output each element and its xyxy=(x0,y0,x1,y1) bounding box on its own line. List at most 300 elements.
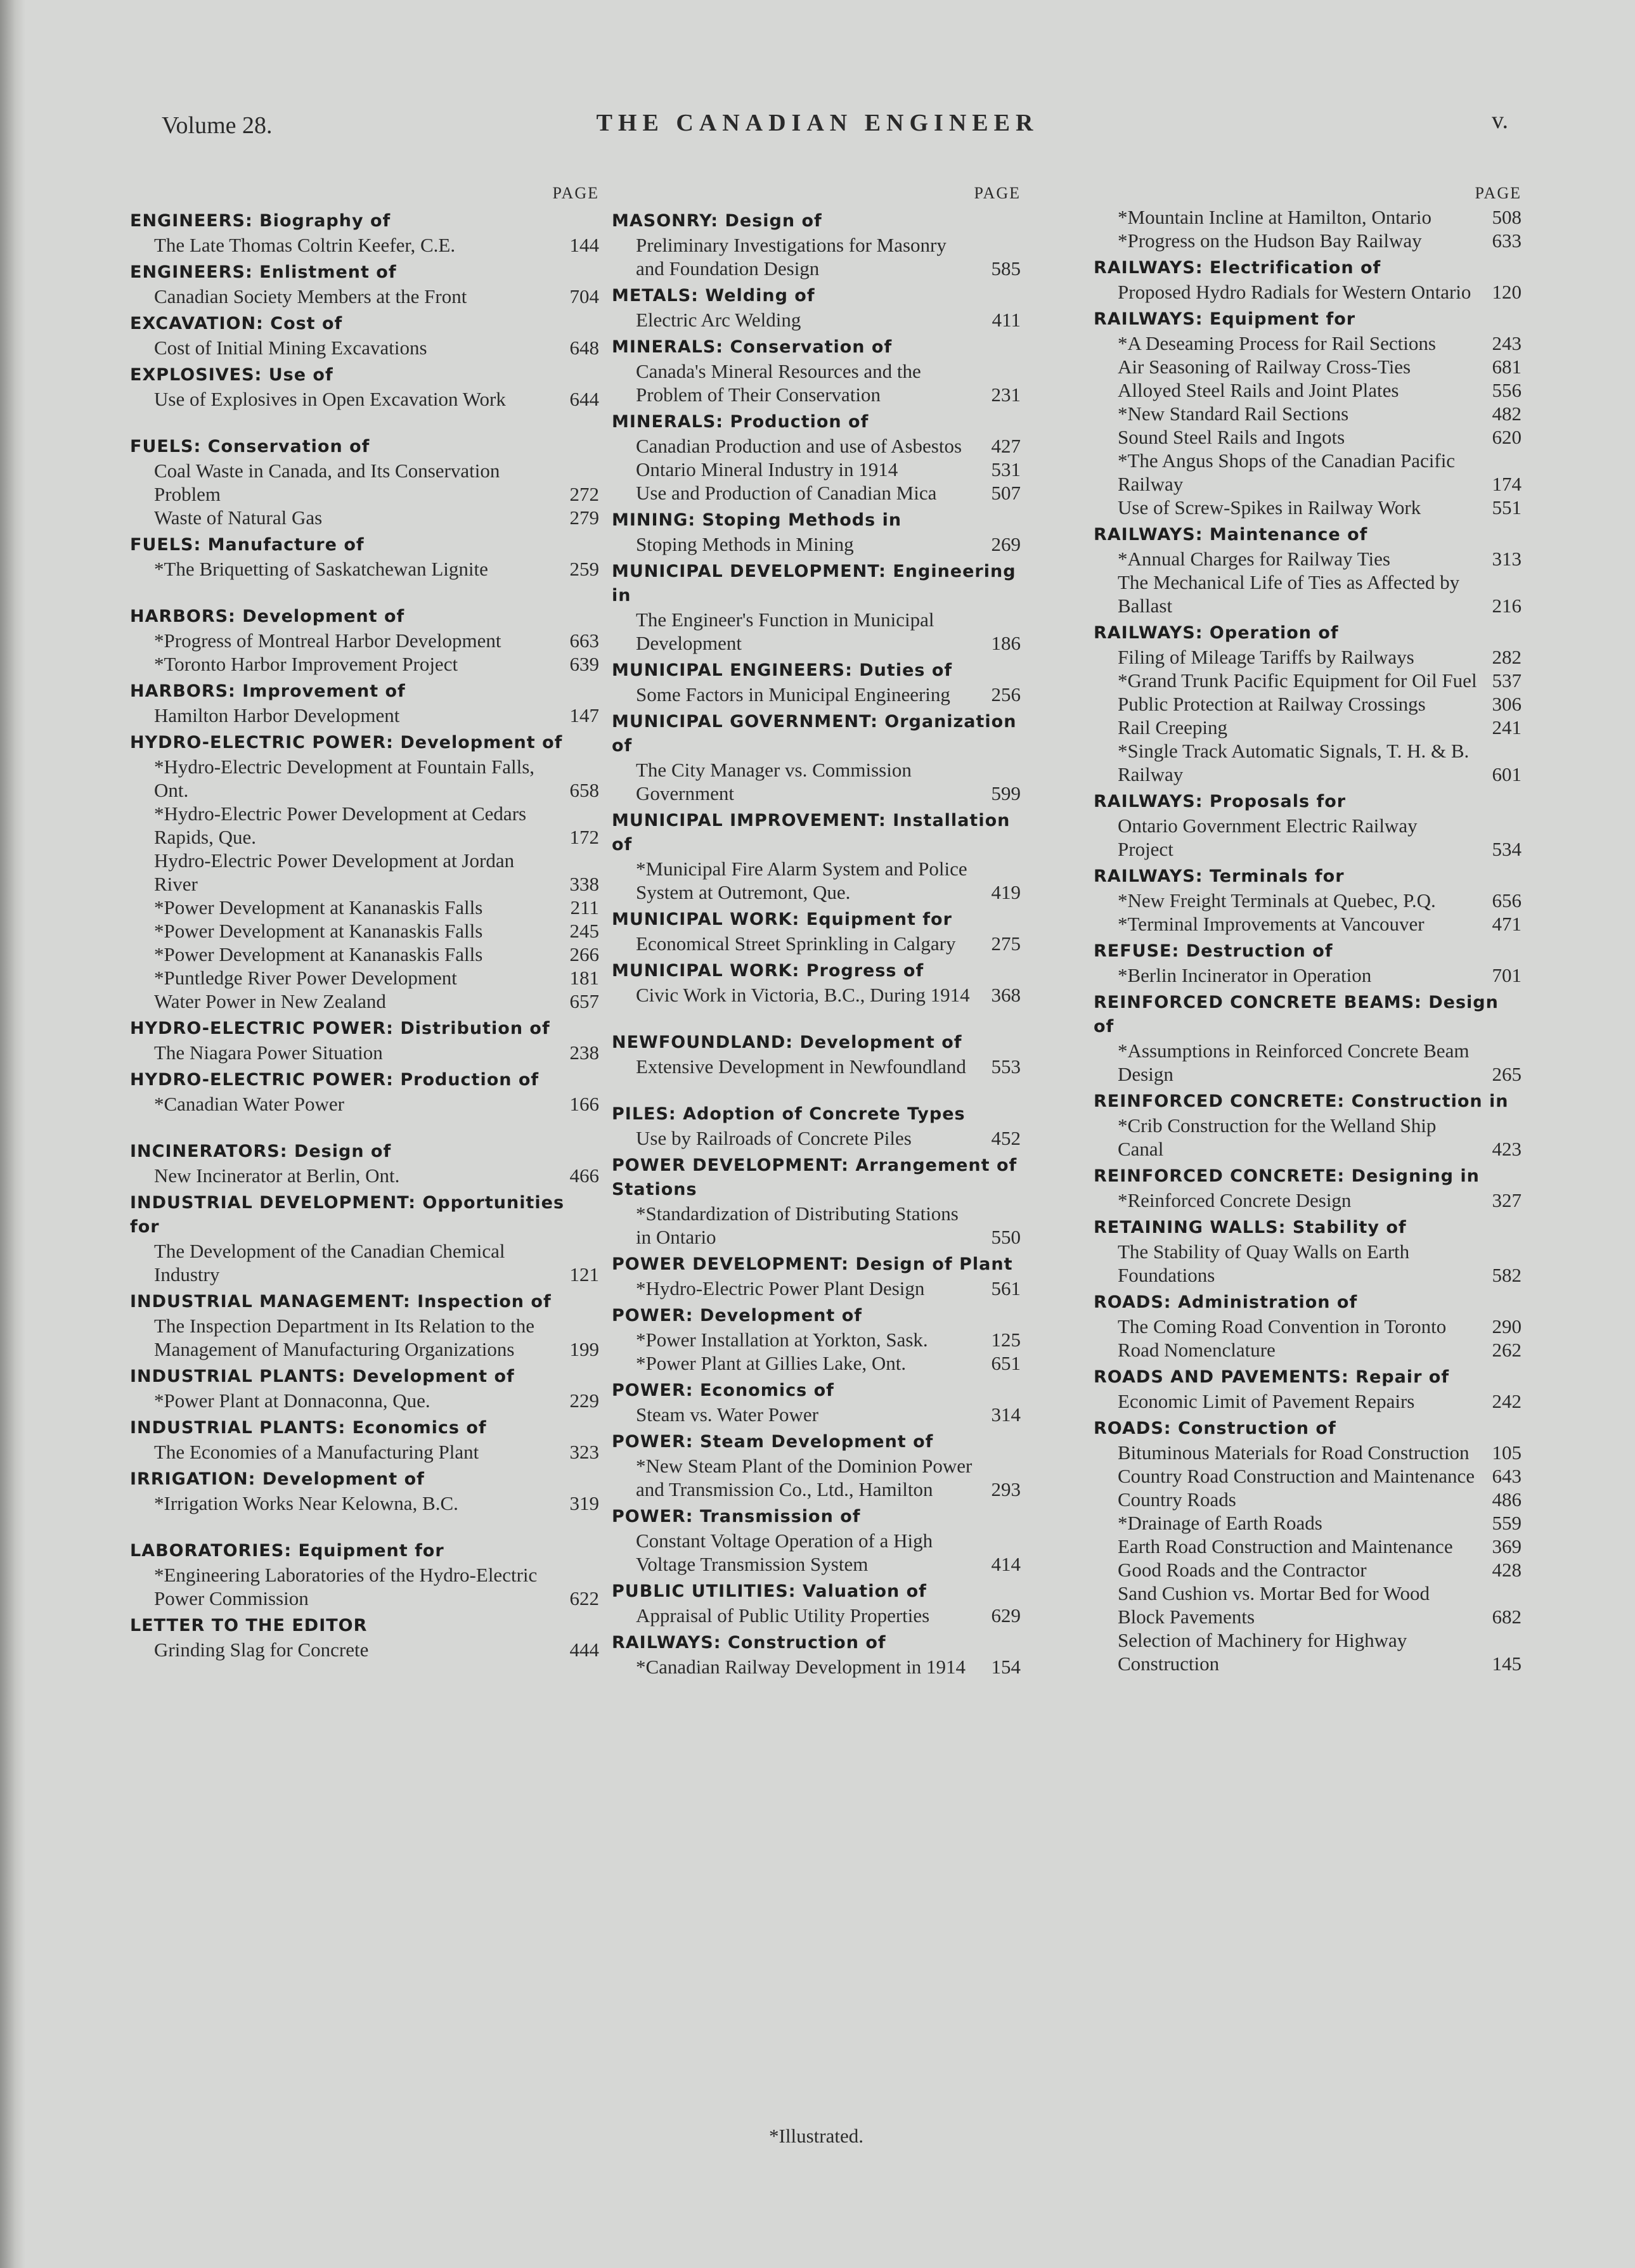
index-entry xyxy=(1094,425,1522,449)
entry-title: *Reinforced Concrete Design xyxy=(1118,1189,1352,1211)
entry-page-number: 306 xyxy=(1492,693,1522,715)
entry-page-number: 701 xyxy=(1492,964,1522,986)
entry-page-number: 508 xyxy=(1492,206,1522,228)
index-entry xyxy=(612,434,1021,458)
index-entry xyxy=(1094,692,1522,716)
entry-page-number: 241 xyxy=(1492,716,1522,738)
entry-title: Bituminous Materials for Road Construction xyxy=(1118,1441,1470,1464)
entry-page-number: 629 xyxy=(991,1604,1021,1627)
entry-title: *The Briquetting of Saskatchewan Lignite xyxy=(154,558,488,580)
index-entry xyxy=(612,1655,1021,1678)
entry-page-number: 368 xyxy=(991,984,1021,1006)
entry-title: Canadian Society Members at the Front xyxy=(154,285,467,307)
entry-page-number: 186 xyxy=(991,632,1021,654)
entry-title: The Coming Road Convention in Toronto xyxy=(1118,1315,1447,1337)
index-entry xyxy=(1094,496,1522,519)
page-header xyxy=(0,106,1635,145)
entry-title: *Grand Trunk Pacific Equipment for Oil Fuel xyxy=(1118,669,1477,692)
entry-title: The Engineer's Function in Municipal Development xyxy=(636,609,934,654)
index-entry xyxy=(612,1604,1021,1627)
index-entry xyxy=(612,983,1021,1007)
entry-title: *Single Track Automatic Signals, T. H. & B. Railway xyxy=(1118,740,1470,785)
index-entry xyxy=(1094,814,1522,861)
index-heading: PUBLIC UTILITIES: Valuation of xyxy=(612,1582,927,1601)
entry-page-number: 682 xyxy=(1492,1606,1522,1628)
index-column-1 xyxy=(130,184,599,1661)
entry-page-number: 144 xyxy=(569,234,599,256)
entry-page-number: 262 xyxy=(1492,1339,1522,1361)
index-heading: REFUSE: Destruction of xyxy=(1094,941,1333,961)
entry-page-number: 338 xyxy=(569,873,599,895)
entry-page-number: 265 xyxy=(1492,1063,1522,1085)
index-entry xyxy=(1094,280,1522,304)
entry-title: *Hydro-Electric Power Development at Cedars Rapids, Que. xyxy=(154,802,527,848)
index-entry xyxy=(612,932,1021,955)
entry-title: *Standardization of Distributing Stations in Ontario xyxy=(636,1202,959,1248)
index-entry xyxy=(130,387,599,411)
entry-page-number: 172 xyxy=(569,826,599,848)
entry-title: Use of Screw-Spikes in Railway Work xyxy=(1118,496,1421,519)
entry-title: Country Roads xyxy=(1118,1488,1236,1511)
entry-title: Economical Street Sprinkling in Calgary xyxy=(636,932,956,955)
entry-page-number: 259 xyxy=(569,558,599,580)
index-heading: RAILWAYS: Proposals for xyxy=(1094,792,1347,811)
entry-page-number: 550 xyxy=(991,1226,1021,1248)
entry-title: *Power Plant at Gillies Lake, Ont. xyxy=(636,1352,907,1374)
index-column-3 xyxy=(1094,184,1522,1675)
index-heading: ENGINEERS: Biography of xyxy=(130,211,391,231)
entry-title: *Irrigation Works Near Kelowna, B.C. xyxy=(154,1492,458,1514)
entry-page-number: 639 xyxy=(569,653,599,675)
index-entry xyxy=(1094,716,1522,739)
index-heading: MUNICIPAL DEVELOPMENT: Engineering in xyxy=(612,562,1016,605)
index-entry xyxy=(130,285,599,308)
entry-title: *Hydro-Electric Power Plant Design xyxy=(636,1277,925,1299)
entry-title: Civic Work in Victoria, B.C., During 1914 xyxy=(636,984,970,1006)
entry-page-number: 599 xyxy=(991,782,1021,804)
entry-page-number: 471 xyxy=(1492,913,1522,935)
entry-title: *New Steam Plant of the Dominion Power and Transmission Co., Ltd., Hamilton xyxy=(636,1455,973,1500)
entry-title: *Progress of Montreal Harbor Development xyxy=(154,629,501,652)
entry-page-number: 633 xyxy=(1492,229,1522,252)
entry-title: Extensive Development in Newfoundland xyxy=(636,1055,966,1078)
index-heading: LABORATORIES: Equipment for xyxy=(130,1541,444,1561)
index-entry xyxy=(612,233,1021,280)
entry-title: Road Nomenclature xyxy=(1118,1339,1276,1361)
index-entry xyxy=(1094,229,1522,252)
entry-page-number: 216 xyxy=(1492,595,1522,617)
index-entry xyxy=(1094,1558,1522,1582)
entry-title: Hydro-Electric Power Development at Jordan River xyxy=(154,849,515,895)
index-entry xyxy=(130,629,599,652)
index-entry xyxy=(1094,963,1522,987)
index-heading: INDUSTRIAL DEVELOPMENT: Opportunities for xyxy=(130,1193,565,1237)
entry-page-number: 601 xyxy=(1492,763,1522,785)
index-entry xyxy=(130,233,599,257)
index-entry xyxy=(130,1041,599,1064)
volume-label: Volume 28. xyxy=(162,112,273,139)
index-entry xyxy=(130,1638,599,1661)
entry-page-number: 658 xyxy=(569,779,599,801)
entry-title: *Terminal Improvements at Vancouver xyxy=(1118,913,1425,935)
index-entry xyxy=(1094,1441,1522,1464)
entry-page-number: 105 xyxy=(1492,1441,1522,1464)
index-heading: INDUSTRIAL PLANTS: Development of xyxy=(130,1367,515,1386)
index-entry xyxy=(1094,570,1522,617)
index-heading: MINING: Stoping Methods in xyxy=(612,510,902,530)
index-entry xyxy=(130,989,599,1013)
index-heading: RETAINING WALLS: Stability of xyxy=(1094,1218,1407,1237)
index-entry xyxy=(612,1454,1021,1501)
index-entry xyxy=(130,1239,599,1286)
entry-title: The Economies of a Manufacturing Plant xyxy=(154,1441,479,1463)
entry-title: Ontario Government Electric Railway Project xyxy=(1118,815,1418,860)
entry-title: *Canadian Railway Development in 1914 xyxy=(636,1656,966,1678)
entry-page-number: 313 xyxy=(1492,548,1522,570)
index-heading: HYDRO-ELECTRIC POWER: Distribution of xyxy=(130,1019,550,1038)
index-heading: IRRIGATION: Development of xyxy=(130,1469,425,1489)
entry-page-number: 452 xyxy=(991,1127,1021,1149)
entry-title: *Crib Construction for the Welland Ship Canal xyxy=(1118,1114,1437,1160)
entry-title: Canada's Mineral Resources and the Problem of Their Conservation xyxy=(636,360,921,406)
index-entry xyxy=(1094,378,1522,402)
index-heading: MUNICIPAL GOVERNMENT: Organization of xyxy=(612,712,1017,756)
entry-title: Use by Railroads of Concrete Piles xyxy=(636,1127,912,1149)
page-number: v. xyxy=(1491,107,1508,134)
index-entry xyxy=(612,1351,1021,1375)
index-heading: REINFORCED CONCRETE: Designing in xyxy=(1094,1166,1480,1186)
entry-page-number: 643 xyxy=(1492,1465,1522,1487)
entry-title: Country Road Construction and Maintenance xyxy=(1118,1465,1475,1487)
entry-title: *Annual Charges for Railway Ties xyxy=(1118,548,1390,570)
index-heading: INDUSTRIAL MANAGEMENT: Inspection of xyxy=(130,1292,552,1311)
entry-page-number: 466 xyxy=(569,1164,599,1187)
index-entry xyxy=(1094,1039,1522,1086)
entry-page-number: 556 xyxy=(1492,379,1522,401)
index-heading: RAILWAYS: Construction of xyxy=(612,1633,886,1653)
index-heading: MUNICIPAL WORK: Progress of xyxy=(612,961,924,981)
index-entry xyxy=(612,857,1021,904)
index-entry xyxy=(130,896,599,919)
index-entry xyxy=(1094,205,1522,229)
index-heading: POWER: Steam Development of xyxy=(612,1432,934,1452)
entry-title: New Incinerator at Berlin, Ont. xyxy=(154,1164,400,1187)
entry-page-number: 319 xyxy=(569,1492,599,1514)
index-heading: MUNICIPAL WORK: Equipment for xyxy=(612,910,952,929)
entry-title: The City Manager vs. Commission Government xyxy=(636,759,912,804)
index-entry xyxy=(1094,1114,1522,1161)
index-entry xyxy=(1094,1464,1522,1488)
index-heading: NEWFOUNDLAND: Development of xyxy=(612,1033,962,1052)
index-entry xyxy=(612,758,1021,805)
entry-page-number: 423 xyxy=(1492,1138,1522,1160)
entry-page-number: 656 xyxy=(1492,889,1522,912)
entry-page-number: 125 xyxy=(991,1329,1021,1351)
page-binding-shadow xyxy=(0,0,25,2268)
index-entry xyxy=(1094,1535,1522,1558)
entry-page-number: 561 xyxy=(991,1277,1021,1299)
index-entry xyxy=(1094,449,1522,496)
index-entry xyxy=(130,652,599,676)
entry-page-number: 211 xyxy=(570,896,599,918)
index-entry xyxy=(1094,1389,1522,1413)
index-heading: POWER DEVELOPMENT: Arrangement of Stations xyxy=(612,1156,1018,1199)
index-heading: INCINERATORS: Design of xyxy=(130,1142,392,1161)
entry-page-number: 242 xyxy=(1492,1390,1522,1412)
entry-page-number: 486 xyxy=(1492,1488,1522,1511)
index-entry xyxy=(612,1328,1021,1351)
index-entry xyxy=(130,557,599,581)
index-heading: REINFORCED CONCRETE BEAMS: Design of xyxy=(1094,993,1499,1036)
index-heading: POWER DEVELOPMENT: Design of Plant xyxy=(612,1254,1013,1274)
entry-title: *New Freight Terminals at Quebec, P.Q. xyxy=(1118,889,1436,912)
index-entry xyxy=(130,1164,599,1187)
index-heading: ENGINEERS: Enlistment of xyxy=(130,262,397,282)
entry-page-number: 120 xyxy=(1492,281,1522,303)
index-entry xyxy=(1094,645,1522,669)
index-heading: RAILWAYS: Terminals for xyxy=(1094,867,1345,886)
entry-title: The Mechanical Life of Ties as Affected by Ballast xyxy=(1118,571,1460,617)
entry-page-number: 293 xyxy=(991,1478,1021,1500)
entry-page-number: 622 xyxy=(569,1587,599,1609)
entry-title: *Power Development at Kananaskis Falls xyxy=(154,943,483,965)
entry-page-number: 231 xyxy=(991,383,1021,406)
entry-title: *Berlin Incinerator in Operation xyxy=(1118,964,1372,986)
index-heading: HYDRO-ELECTRIC POWER: Development of xyxy=(130,733,563,752)
index-entry xyxy=(1094,355,1522,378)
entry-title: Ontario Mineral Industry in 1914 xyxy=(636,458,898,480)
entry-page-number: 537 xyxy=(1492,669,1522,692)
entry-title: *Power Development at Kananaskis Falls xyxy=(154,896,483,918)
entry-title: Coal Waste in Canada, and Its Conservation Problem xyxy=(154,460,500,505)
index-heading: PILES: Adoption of Concrete Types xyxy=(612,1104,966,1124)
entry-page-number: 243 xyxy=(1492,332,1522,354)
index-entry xyxy=(130,336,599,359)
index-entry xyxy=(130,919,599,943)
entry-page-number: 644 xyxy=(569,388,599,410)
entry-title: The Niagara Power Situation xyxy=(154,1041,383,1064)
index-heading: MINERALS: Conservation of xyxy=(612,337,893,357)
index-entry xyxy=(612,532,1021,556)
entry-page-number: 145 xyxy=(1492,1653,1522,1675)
entry-page-number: 121 xyxy=(569,1263,599,1285)
index-entry xyxy=(1094,1338,1522,1362)
page-column-heading: PAGE xyxy=(974,184,1021,202)
index-entry xyxy=(1094,547,1522,570)
entry-title: Filing of Mileage Tariffs by Railways xyxy=(1118,646,1414,668)
index-entry xyxy=(130,1440,599,1464)
index-entry xyxy=(612,481,1021,505)
index-heading: EXPLOSIVES: Use of xyxy=(130,365,333,385)
entry-page-number: 482 xyxy=(1492,403,1522,425)
index-entry xyxy=(612,683,1021,706)
index-heading: RAILWAYS: Operation of xyxy=(1094,623,1339,643)
index-entry xyxy=(612,1529,1021,1576)
index-entry xyxy=(130,1314,599,1361)
journal-title: THE CANADIAN ENGINEER xyxy=(596,110,1039,136)
index-heading: HARBORS: Improvement of xyxy=(130,681,406,701)
entry-page-number: 275 xyxy=(991,932,1021,955)
entry-title: Water Power in New Zealand xyxy=(154,990,386,1012)
entry-title: *Engineering Laboratories of the Hydro-Electric Power Commission xyxy=(154,1564,538,1609)
index-entry xyxy=(1094,1240,1522,1287)
index-heading: ROADS: Construction of xyxy=(1094,1419,1336,1438)
index-entry xyxy=(612,458,1021,481)
entry-title: *Mountain Incline at Hamilton, Ontario xyxy=(1118,206,1432,228)
index-heading: POWER: Economics of xyxy=(612,1381,834,1400)
entry-page-number: 559 xyxy=(1492,1512,1522,1534)
index-entry xyxy=(1094,332,1522,355)
entry-page-number: 314 xyxy=(991,1403,1021,1426)
entry-title: Good Roads and the Contractor xyxy=(1118,1559,1367,1581)
entry-title: Use and Production of Canadian Mica xyxy=(636,482,937,504)
index-entry xyxy=(130,943,599,966)
entry-title: Electric Arc Welding xyxy=(636,309,801,331)
entry-title: Selection of Machinery for Highway Construction xyxy=(1118,1629,1407,1675)
entry-title: Hamilton Harbor Development xyxy=(154,704,400,726)
entry-page-number: 327 xyxy=(1492,1189,1522,1211)
entry-title: Air Seasoning of Railway Cross-Ties xyxy=(1118,356,1411,378)
entry-page-number: 154 xyxy=(991,1656,1021,1678)
page-column-heading: PAGE xyxy=(1475,184,1522,202)
entry-title: Appraisal of Public Utility Properties xyxy=(636,1604,930,1627)
entry-page-number: 238 xyxy=(569,1041,599,1064)
index-entry xyxy=(130,1563,599,1610)
entry-page-number: 245 xyxy=(569,920,599,942)
entry-title: *Power Plant at Donnaconna, Que. xyxy=(154,1389,430,1412)
entry-page-number: 551 xyxy=(1492,496,1522,519)
index-entry xyxy=(612,608,1021,655)
entry-page-number: 553 xyxy=(991,1055,1021,1078)
entry-page-number: 166 xyxy=(569,1093,599,1115)
index-heading: INDUSTRIAL PLANTS: Economics of xyxy=(130,1418,487,1438)
index-entry xyxy=(612,1126,1021,1150)
entry-page-number: 681 xyxy=(1492,356,1522,378)
entry-page-number: 181 xyxy=(569,967,599,989)
entry-title: Alloyed Steel Rails and Joint Plates xyxy=(1118,379,1399,401)
index-entry xyxy=(612,1055,1021,1078)
index-heading: RAILWAYS: Equipment for xyxy=(1094,309,1356,329)
entry-page-number: 256 xyxy=(991,683,1021,706)
index-heading: LETTER TO THE EDITOR xyxy=(130,1616,368,1635)
index-entry xyxy=(1094,1582,1522,1628)
entry-title: *Municipal Fire Alarm System and Police System at Outremont, Que. xyxy=(636,858,967,903)
entry-title: *Drainage of Earth Roads xyxy=(1118,1512,1322,1534)
index-entry xyxy=(130,1092,599,1116)
entry-title: *Power Installation at Yorkton, Sask. xyxy=(636,1329,928,1351)
entry-page-number: 507 xyxy=(991,482,1021,504)
index-entry xyxy=(130,966,599,989)
index-entry xyxy=(130,1492,599,1515)
index-entry xyxy=(612,1277,1021,1300)
entry-title: Cost of Initial Mining Excavations xyxy=(154,337,427,359)
entry-page-number: 369 xyxy=(1492,1535,1522,1557)
entry-page-number: 534 xyxy=(1492,838,1522,860)
entry-title: *The Angus Shops of the Canadian Pacific Railway xyxy=(1118,449,1456,495)
entry-title: Grinding Slag for Concrete xyxy=(154,1639,369,1661)
index-column-2 xyxy=(612,184,1021,1678)
entry-page-number: 199 xyxy=(569,1338,599,1360)
entry-page-number: 582 xyxy=(1492,1264,1522,1286)
entry-title: *Toronto Harbor Improvement Project xyxy=(154,653,458,675)
entry-title: *Canadian Water Power xyxy=(154,1093,344,1115)
entry-title: Waste of Natural Gas xyxy=(154,506,323,529)
entry-page-number: 272 xyxy=(569,483,599,505)
entry-page-number: 282 xyxy=(1492,646,1522,668)
index-entry xyxy=(130,802,599,849)
entry-page-number: 414 xyxy=(991,1553,1021,1575)
footnote: *Illustrated. xyxy=(769,2125,863,2147)
index-heading: HARBORS: Development of xyxy=(130,607,405,626)
entry-title: *A Deseaming Process for Rail Sections xyxy=(1118,332,1436,354)
index-heading: POWER: Development of xyxy=(612,1306,862,1325)
index-entry xyxy=(612,359,1021,406)
entry-title: *Puntledge River Power Development xyxy=(154,967,457,989)
entry-page-number: 427 xyxy=(991,435,1021,457)
entry-title: Preliminary Investigations for Masonry and Foundation Design xyxy=(636,234,947,280)
entry-page-number: 269 xyxy=(991,533,1021,555)
index-entry xyxy=(1094,402,1522,425)
entry-page-number: 147 xyxy=(569,704,599,726)
entry-title: Canadian Production and use of Asbestos xyxy=(636,435,962,457)
index-heading: MUNICIPAL IMPROVEMENT: Installation of xyxy=(612,811,1011,854)
index-entry xyxy=(1094,739,1522,786)
index-heading: REINFORCED CONCRETE: Construction in xyxy=(1094,1092,1509,1111)
index-entry xyxy=(1094,912,1522,936)
index-entry xyxy=(130,704,599,727)
index-heading: RAILWAYS: Electrification of xyxy=(1094,258,1381,278)
entry-title: Sand Cushion vs. Mortar Bed for Wood Block Pavements xyxy=(1118,1582,1430,1628)
entry-page-number: 419 xyxy=(991,881,1021,903)
index-heading: POWER: Transmission of xyxy=(612,1507,861,1526)
index-heading: MUNICIPAL ENGINEERS: Duties of xyxy=(612,660,953,680)
index-heading: ROADS AND PAVEMENTS: Repair of xyxy=(1094,1367,1450,1387)
entry-title: Earth Road Construction and Maintenance xyxy=(1118,1535,1453,1557)
entry-page-number: 323 xyxy=(569,1441,599,1463)
index-entry xyxy=(1094,1488,1522,1511)
index-entry xyxy=(612,1202,1021,1249)
entry-page-number: 657 xyxy=(569,990,599,1012)
page-column-heading: PAGE xyxy=(552,184,599,202)
entry-page-number: 651 xyxy=(991,1352,1021,1374)
index-heading: METALS: Welding of xyxy=(612,286,815,306)
entry-page-number: 704 xyxy=(569,285,599,307)
entry-title: Economic Limit of Pavement Repairs xyxy=(1118,1390,1415,1412)
entry-title: Constant Voltage Operation of a High Voltage Transmission System xyxy=(636,1530,933,1575)
entry-page-number: 620 xyxy=(1492,426,1522,448)
index-entry xyxy=(1094,889,1522,912)
entry-title: Some Factors in Municipal Engineering xyxy=(636,683,950,706)
entry-title: The Stability of Quay Walls on Earth Foundations xyxy=(1118,1240,1410,1286)
index-entry xyxy=(130,459,599,506)
index-heading: FUELS: Conservation of xyxy=(130,437,370,456)
index-entry xyxy=(1094,1189,1522,1212)
index-entry xyxy=(1094,669,1522,692)
index-heading: ROADS: Administration of xyxy=(1094,1292,1358,1312)
entry-page-number: 174 xyxy=(1492,473,1522,495)
entry-page-number: 648 xyxy=(569,337,599,359)
entry-page-number: 663 xyxy=(569,629,599,652)
entry-page-number: 531 xyxy=(991,458,1021,480)
index-entry xyxy=(130,506,599,529)
entry-title: Public Protection at Railway Crossings xyxy=(1118,693,1426,715)
entry-page-number: 411 xyxy=(992,309,1021,331)
entry-page-number: 444 xyxy=(569,1639,599,1661)
entry-title: The Development of the Canadian Chemical Industry xyxy=(154,1240,505,1285)
entry-page-number: 229 xyxy=(569,1389,599,1412)
entry-page-number: 290 xyxy=(1492,1315,1522,1337)
index-heading: FUELS: Manufacture of xyxy=(130,535,365,555)
